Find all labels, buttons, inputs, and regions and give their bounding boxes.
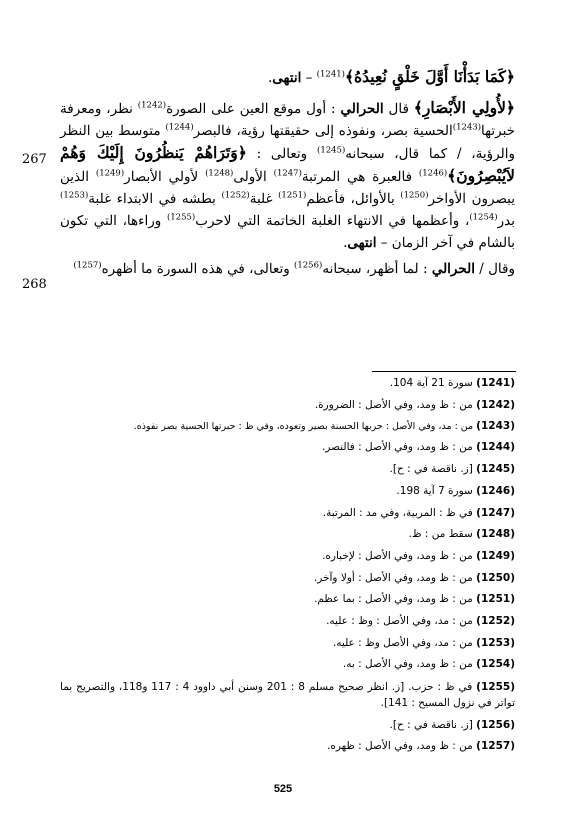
page-number: 525 bbox=[273, 783, 293, 795]
text-run: الذين bbox=[60, 169, 96, 185]
footnote-ref: (1249) bbox=[95, 168, 125, 179]
text-run: بطشه في الابتداء غلبة bbox=[88, 191, 222, 207]
margin-number: 268 bbox=[22, 277, 47, 292]
footnote-ref: (1256) bbox=[294, 260, 323, 271]
footnote-text: سورة 21 آية 104. bbox=[389, 377, 477, 389]
footnote-ref: (1251) bbox=[278, 190, 307, 201]
text-run: بالأوائل، فأعظم bbox=[306, 191, 401, 207]
footnote-number: (1247) bbox=[476, 507, 515, 519]
footnote-ref: (1244) bbox=[165, 122, 194, 133]
footnote-number: (1249) bbox=[476, 550, 515, 562]
footnote bbox=[60, 614, 515, 628]
footnote-number: (1242) bbox=[476, 399, 515, 411]
footnote-number: (1257) bbox=[476, 740, 515, 752]
footnote-number: (1245) bbox=[476, 463, 515, 475]
footnote-text: من : مد، وفي الأصل : حربها الحسنة بصير وتعوده، وفي ظ : حبرتها الحسية بصر نفوذه. bbox=[133, 421, 477, 432]
footnote bbox=[60, 440, 515, 454]
footnote-text: من : ظ ومد، وفي الأصل : بما عظم. bbox=[314, 593, 477, 605]
footnote-number: (1256) bbox=[476, 719, 515, 731]
footnote-text: سقط من : ظ. bbox=[408, 528, 477, 540]
footnote-text: سورة 7 آية 198. bbox=[396, 485, 477, 497]
footnote bbox=[60, 506, 515, 520]
main-text bbox=[60, 66, 515, 280]
footnote-ref: (1253) bbox=[60, 190, 89, 201]
footnote-number: (1243) bbox=[476, 420, 515, 432]
footnote bbox=[60, 657, 515, 671]
text-run: وتعالى، في هذه السورة ما أظهره bbox=[101, 261, 295, 277]
footnote-separator bbox=[372, 371, 516, 372]
text-run: بدر bbox=[497, 213, 515, 229]
footnote-ref: (1241) bbox=[316, 69, 345, 80]
text-run: . bbox=[267, 70, 273, 86]
footnote-number: (1248) bbox=[476, 528, 515, 540]
main-line-1 bbox=[60, 66, 515, 89]
footnote-ref: (1242) bbox=[137, 100, 167, 111]
text-run: الحسية بصر، ونفوذه إلى حقيقتها رؤية، فالبصر bbox=[193, 123, 453, 139]
footnote bbox=[60, 718, 515, 732]
footnote-text: من : ظ ومد، وفي الأصل : لإخباره. bbox=[322, 550, 477, 562]
footnote-ref: (1248) bbox=[205, 168, 234, 179]
footnote bbox=[60, 484, 515, 498]
text-run: . bbox=[343, 235, 348, 251]
footnote-ref: (1245) bbox=[317, 145, 346, 156]
footnote bbox=[60, 679, 515, 711]
footnote bbox=[60, 419, 515, 434]
footnote-ref: (1250) bbox=[400, 190, 429, 201]
quran-verse: ﴿كَمَا بَدَأْنَا أَوَّلَ خَلْقٍ نُعِيدُهُ﴾ bbox=[344, 67, 515, 86]
footnote-number: (1244) bbox=[476, 441, 515, 453]
footnote-text: من : مد، وفي الأصل : وظ : عليه. bbox=[326, 615, 477, 627]
margin-number: 267 bbox=[22, 152, 47, 167]
text-run: وراءها، التي تكون bbox=[60, 213, 167, 229]
footnote-number: (1252) bbox=[476, 615, 515, 627]
text-run: قال bbox=[383, 101, 414, 117]
footnote-number: (1250) bbox=[476, 572, 515, 584]
footnote-text: من : مد، وفي الأصل وظ : عليه. bbox=[332, 637, 477, 649]
text-run: الأولى bbox=[233, 169, 274, 185]
text-run: ، وأعظمها في الانتهاء الغلبة الخاتمة التي لاحرب bbox=[195, 213, 470, 229]
text-run: بالشام في آخر الزمان – bbox=[376, 235, 515, 251]
footnote-ref: (1257) bbox=[73, 260, 102, 271]
footnote-ref: (1252) bbox=[221, 190, 250, 201]
footnote bbox=[60, 549, 515, 563]
quran-verse: ﴿لأُولِي الأَبْصَارِ﴾ bbox=[413, 98, 516, 117]
footnote-ref: (1247) bbox=[273, 168, 302, 179]
author-name: الحرالي bbox=[340, 101, 384, 117]
end-marker: انتهى bbox=[272, 70, 302, 86]
footnote-number: (1246) bbox=[476, 485, 515, 497]
paragraph bbox=[60, 258, 515, 280]
footnote bbox=[60, 376, 515, 390]
footnote-number: (1253) bbox=[476, 637, 515, 649]
text-run: غلبة bbox=[249, 191, 279, 207]
paragraph bbox=[60, 97, 515, 254]
footnote-number: (1251) bbox=[476, 593, 515, 605]
footnote bbox=[60, 739, 515, 753]
footnote-text: في ظ : المربية، وفي مد : المرتبة. bbox=[322, 507, 477, 519]
footnote-ref: (1255) bbox=[166, 212, 196, 223]
text-run: وتعالى : bbox=[246, 146, 317, 162]
footnote bbox=[60, 636, 515, 650]
text-run: وقال / bbox=[474, 261, 515, 277]
footnote-text: من : ظ ومد، وفي الأصل : فالنصر. bbox=[322, 441, 477, 453]
text-run: لأولي الأبصار bbox=[124, 169, 206, 185]
footnote bbox=[60, 462, 515, 476]
footnote-number: (1254) bbox=[476, 658, 515, 670]
footnote bbox=[60, 571, 515, 585]
text-run: يبصرون الأواخر bbox=[428, 191, 515, 207]
footnote-number: (1255) bbox=[476, 681, 515, 693]
text-run: : أول موقع العين على الصورة bbox=[166, 101, 341, 117]
footnote-text: من : ظ ومد، وفي الأصل : به. bbox=[342, 658, 477, 670]
footnote-ref: (1254) bbox=[469, 212, 498, 223]
text-run: نظر، ومعرفة bbox=[60, 101, 138, 117]
footnote-ref: (1246) bbox=[418, 168, 448, 179]
footnote bbox=[60, 527, 515, 541]
text-run: خبرتها bbox=[481, 123, 515, 139]
footnote-text: من : ظ ومد، وفي الأصل : الضرورة. bbox=[314, 399, 477, 411]
footnote bbox=[60, 398, 515, 412]
footnote-text: من : ظ ومد، وفي الأصل : أولا وآخر. bbox=[313, 572, 477, 584]
footnote-text: [ز. ناقصة في : ح]. bbox=[389, 463, 477, 475]
footnote-text: من : ظ ومد، وفي الأصل : ظهره. bbox=[326, 740, 477, 752]
text-run: والرؤية، / كما قال، سبحانه bbox=[345, 146, 515, 162]
text-run: فالعبرة هي المرتبة bbox=[301, 169, 419, 185]
footnote-number: (1241) bbox=[476, 377, 515, 389]
text-run: : لما أظهر، سبحانه bbox=[322, 261, 432, 277]
end-marker: انتهى bbox=[347, 235, 377, 251]
footnote-text: [ز. ناقصة في : ح]. bbox=[389, 719, 477, 731]
footnote bbox=[60, 592, 515, 606]
author-name: الحرالي bbox=[431, 261, 475, 277]
footnote-ref: (1243) bbox=[452, 122, 482, 133]
quran-verse: ﴿وَتَرَاهُمْ يَنظُرُونَ إِلَيْكَ وَهُمْ لاَيُبْصِرُونَ﴾ bbox=[60, 143, 515, 185]
footnote-text: في ظ : حزب. [ز. انظر صحيح مسلم 8 : 201 وسنن أبي داوود 4 : 117 و118، والتصريح بما تواتر في نزول المسيح : 141]. bbox=[60, 681, 515, 709]
text-run: متوسط بين النظر bbox=[60, 123, 166, 139]
text-run: – bbox=[301, 70, 317, 86]
